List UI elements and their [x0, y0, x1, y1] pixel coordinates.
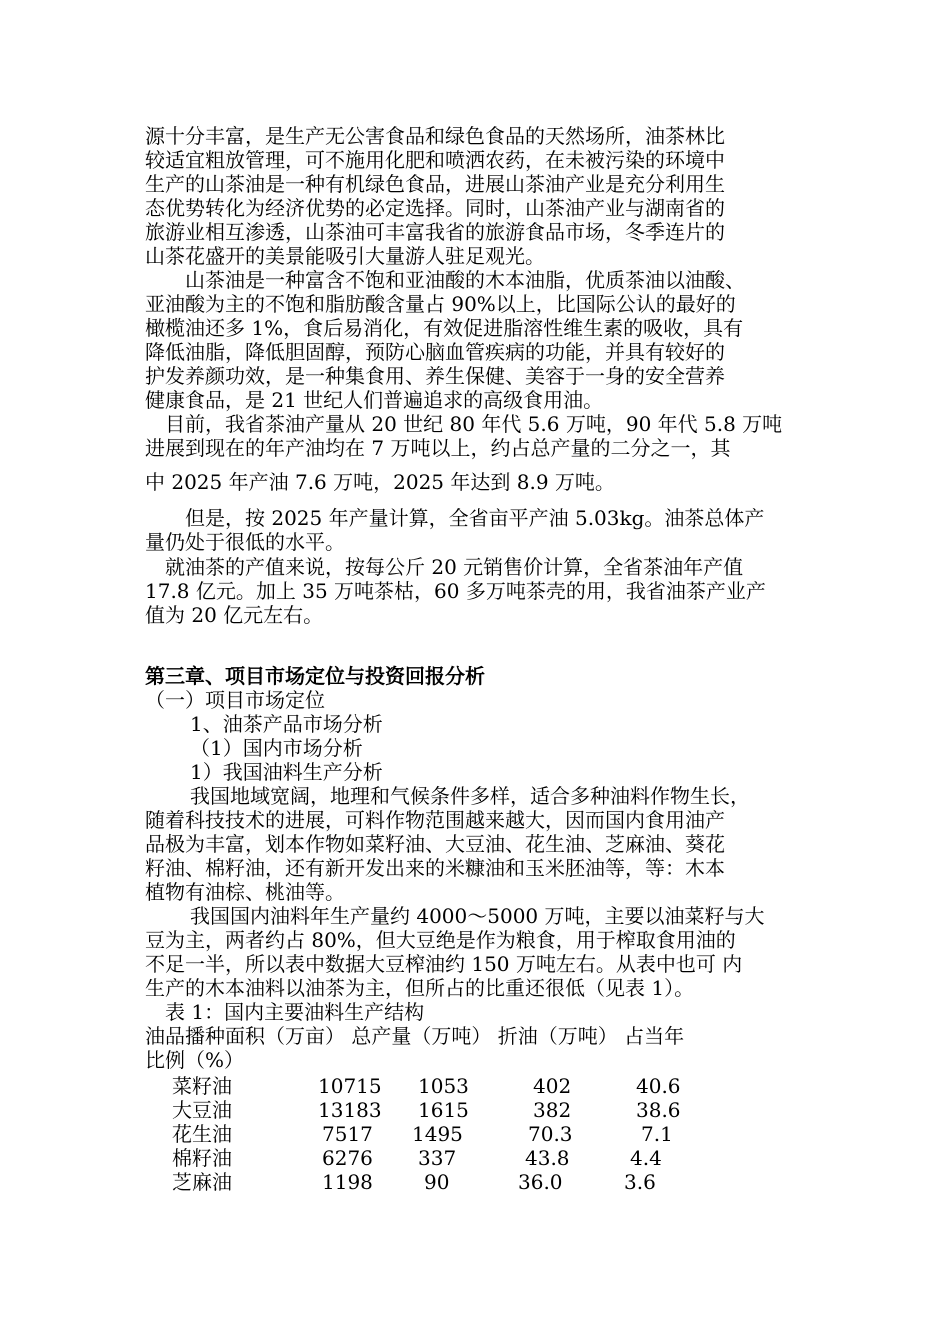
- table-caption: 表 1：国内主要油料生产结构: [165, 1000, 425, 1024]
- para-1-line-5: 旅游业相互渗透，山茶油可丰富我省的旅游食品市场，冬季连片的: [145, 220, 725, 244]
- para-3-line-2: 进展到现在的年产油均在 7 万吨以上，约占总产量的二分之一，其: [145, 436, 731, 460]
- table-cell-oil: 菜籽油: [172, 1074, 232, 1098]
- table-cell-area: 7517: [322, 1122, 373, 1146]
- para-2-line-2: 亚油酸为主的不饱和脂肪酸含量占 90%以上，比国际公认的最好的: [145, 292, 736, 316]
- table-cell-oil: 大豆油: [172, 1098, 232, 1122]
- subsection-heading: 1、油茶产品市场分析: [190, 712, 383, 736]
- para-2-line-4: 降低油脂，降低胆固醇，预防心脑血管疾病的功能，并具有较好的: [145, 340, 725, 364]
- para-3-line-3: 中 2025 年产油 7.6 万吨，2025 年达到 8.9 万吨。: [145, 470, 615, 494]
- item-heading: 1）我国油料生产分析: [190, 760, 383, 784]
- para-2-line-5: 护发养颜功效，是一种集食用、养生保健、美容于一身的安全营养: [145, 364, 725, 388]
- para-7-line-1: 我国国内油料年生产量约 4000～5000 万吨，主要以油菜籽与大: [190, 904, 765, 928]
- sub-subsection-heading: （1）国内市场分析: [190, 736, 363, 760]
- table-cell-output: 1053: [418, 1074, 469, 1098]
- table-cell-oil-yield: 402: [533, 1074, 572, 1098]
- table-header-line-2: 比例（%）: [145, 1048, 245, 1072]
- table-cell-share: 7.1: [641, 1122, 673, 1146]
- table-cell-output: 337: [418, 1146, 457, 1170]
- para-1-line-6: 山茶花盛开的美景能吸引大量游人驻足观光。: [145, 244, 545, 268]
- para-1-line-3: 生产的山茶油是一种有机绿色食品，进展山茶油产业是充分利用生: [145, 172, 725, 196]
- para-2-line-3: 橄榄油还多 1%，食后易消化，有效促进脂溶性维生素的吸收，具有: [145, 316, 744, 340]
- table-cell-oil-yield: 43.8: [525, 1146, 570, 1170]
- table-cell-area: 6276: [322, 1146, 373, 1170]
- table-header-line-1: 油品播种面积（万亩） 总产量（万吨） 折油（万吨） 占当年: [145, 1024, 685, 1048]
- para-5-line-2: 17.8 亿元。加上 35 万吨茶枯，60 多万吨茶壳的用，我省油茶产业产: [145, 579, 766, 603]
- table-cell-output: 90: [424, 1170, 450, 1194]
- chapter-heading: 第三章、项目市场定位与投资回报分析: [145, 664, 485, 688]
- table-cell-area: 1198: [322, 1170, 373, 1194]
- para-2-line-6: 健康食品，是 21 世纪人们普遍追求的高级食用油。: [145, 388, 604, 412]
- table-cell-share: 4.4: [630, 1146, 662, 1170]
- para-1-line-4: 态优势转化为经济优势的必定选择。同时，山茶油产业与湖南省的: [145, 196, 725, 220]
- para-7-line-4: 生产的木本油料以油茶为主，但所占的比重还很低（见表 1）。: [145, 976, 695, 1000]
- para-2-line-1: 山茶油是一种富含不饱和亚油酸的木本油脂，优质茶油以油酸、: [185, 268, 745, 292]
- table-cell-share: 3.6: [624, 1170, 656, 1194]
- table-cell-share: 38.6: [636, 1098, 681, 1122]
- para-1-line-1: 源十分丰富，是生产无公害食品和绿色食品的天然场所，油茶林比: [145, 124, 725, 148]
- para-5-line-3: 值为 20 亿元左右。: [145, 603, 324, 627]
- table-cell-area: 13183: [318, 1098, 382, 1122]
- table-cell-oil-yield: 36.0: [518, 1170, 563, 1194]
- table-cell-oil-yield: 382: [533, 1098, 572, 1122]
- section-heading: （一）项目市场定位: [145, 688, 325, 712]
- para-7-line-3: 不足一半，所以表中数据大豆榨油约 150 万吨左右。从表中也可 内: [145, 952, 743, 976]
- para-6-line-3: 品极为丰富，划本作物如菜籽油、大豆油、花生油、芝麻油、葵花: [145, 832, 725, 856]
- para-7-line-2: 豆为主，两者约占 80%，但大豆绝是作为粮食，用于榨取食用油的: [145, 928, 736, 952]
- para-6-line-4: 籽油、棉籽油，还有新开发出来的米糠油和玉米胚油等，等：木本: [145, 856, 725, 880]
- para-3-line-1: 目前，我省茶油产量从 20 世纪 80 年代 5.6 万吨，90 年代 5.8 万吨: [165, 412, 783, 436]
- table-cell-oil: 芝麻油: [172, 1170, 232, 1194]
- table-cell-output: 1615: [418, 1098, 469, 1122]
- para-6-line-5: 植物有油棕、桃油等。: [145, 880, 345, 904]
- table-cell-output: 1495: [412, 1122, 463, 1146]
- para-6-line-2: 随着科技技术的进展，可料作物范围越来越大，因而国内食用油产: [145, 808, 725, 832]
- table-cell-area: 10715: [318, 1074, 382, 1098]
- para-4-line-1: 但是，按 2025 年产量计算，全省亩平产油 5.03kg。油茶总体产: [185, 506, 765, 530]
- para-1-line-2: 较适宜粗放管理，可不施用化肥和喷洒农药，在未被污染的环境中: [145, 148, 725, 172]
- para-5-line-1: 就油茶的产值来说，按每公斤 20 元销售价计算，全省茶油年产值: [165, 555, 744, 579]
- para-6-line-1: 我国地域宽阔，地理和气候条件多样，适合多种油料作物生长，: [190, 784, 750, 808]
- para-4-line-2: 量仍处于很低的水平。: [145, 530, 345, 554]
- table-cell-oil-yield: 70.3: [528, 1122, 573, 1146]
- table-cell-oil: 花生油: [172, 1122, 232, 1146]
- table-cell-oil: 棉籽油: [172, 1146, 232, 1170]
- table-cell-share: 40.6: [636, 1074, 681, 1098]
